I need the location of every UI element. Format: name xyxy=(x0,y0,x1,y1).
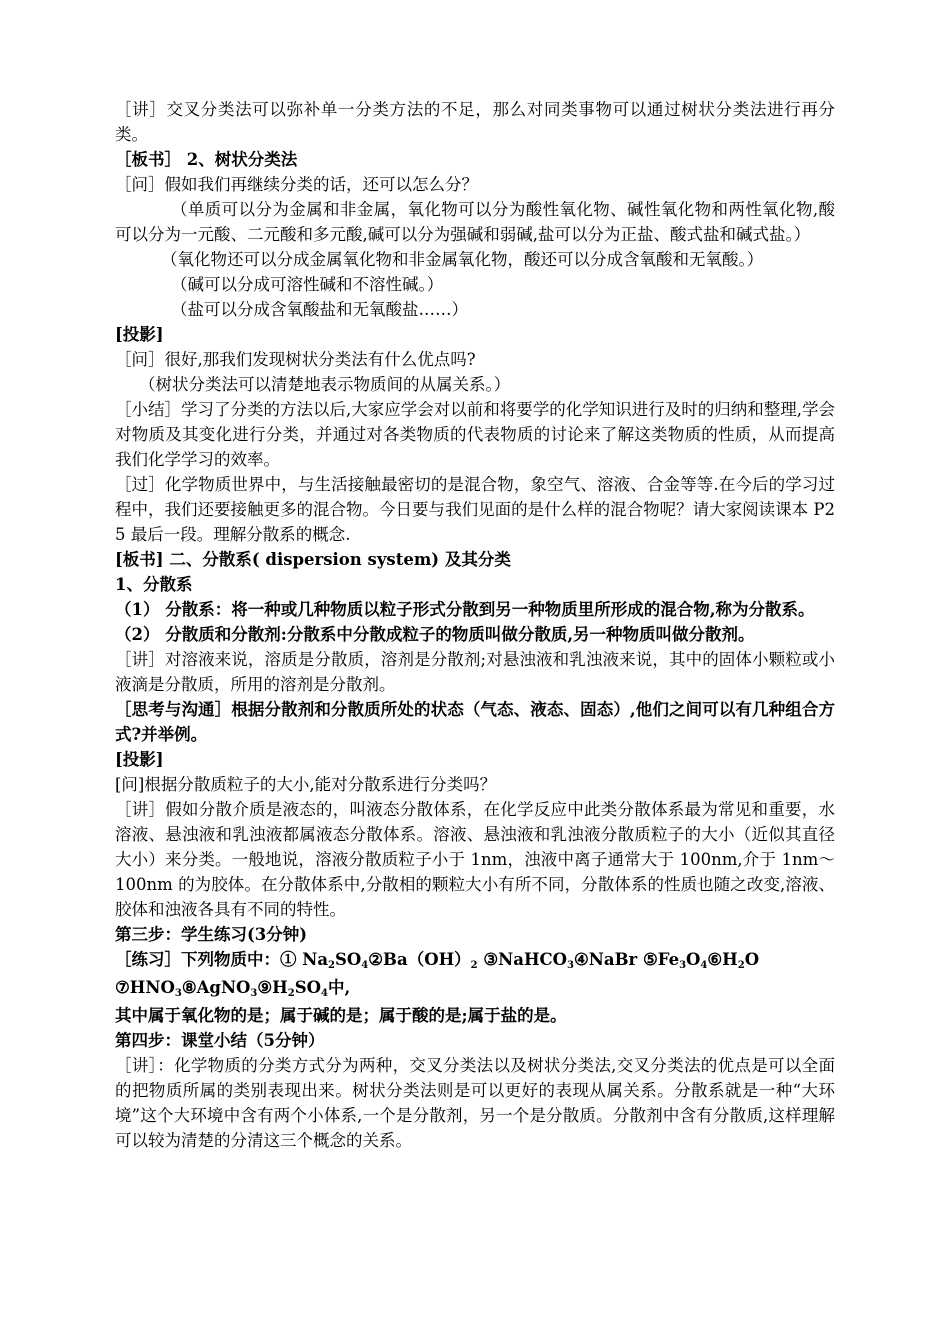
answer-4: （盐可以分成含氧酸盐和无氧酸盐……） xyxy=(171,300,468,319)
step-four-heading: 第四步：课堂小结（5分钟） xyxy=(115,1031,325,1050)
question-3: [问]根据分散质粒子的大小,能对分散系进行分类吗？ xyxy=(115,775,497,794)
question-1: ［问］假如我们再继续分类的话，还可以怎么分？ xyxy=(115,175,478,194)
document-page xyxy=(115,97,835,1153)
projection-label-1: [投影] xyxy=(115,325,164,344)
subheading-dispersion-system: 1、分散系 xyxy=(115,575,193,594)
board-heading-tree-classification: ［板书］ 2、树状分类法 xyxy=(115,150,298,169)
step-three-heading: 第三步：学生练习(3分钟) xyxy=(115,925,308,944)
paragraph-lecture-1: ［讲］交叉分类法可以弥补单一分类方法的不足，那么对同类事物可以通过树状分类法进行再分类。 xyxy=(115,100,835,144)
board-heading-dispersion-system: [板书] 二、分散系( dispersion system) 及其分类 xyxy=(115,550,511,569)
lecture-solution: ［讲］对溶液来说，溶质是分散质，溶剂是分散剂;对悬浊液和乳浊液来说，其中的固体小颗粒或小液滴是分散质，所用的溶剂是分散剂。 xyxy=(115,650,835,694)
exercise-line-2: ⑦HNO3⑧AgNO3⑨H2SO4中, xyxy=(115,978,351,999)
answer-1: （单质可以分为金属和非金属，氧化物可以分为酸性氧化物、碱性氧化物和两性氧化物,酸可以分为一元酸、二元酸和多元酸,碱可以分为强碱和弱碱,盐可以分为正盐、酸式盐和碱式盐。） xyxy=(115,200,835,244)
closing-lecture: ［讲］：化学物质的分类方式分为两种，交叉分类法以及树状分类法,交叉分类法的优点是可以全面的把物质所属的类别表现出来。树状分类法则是可以更好的表现从属关系。分散系就是一种“大环境”这个大环境中含有两个小体系,一个是分散剂，另一个是分散质。分散剂中含有分散质,这样理解可以较为清楚的分清这三个概念的关系。 xyxy=(115,1056,835,1150)
answer-3: （碱可以分成可溶性碱和不溶性碱。） xyxy=(171,275,444,294)
question-2: ［问］很好,那我们发现树状分类法有什么优点吗? xyxy=(115,350,476,369)
transition-paragraph: ［过］化学物质世界中，与生活接触最密切的是混合物，象空气、溶液、合金等等.在今后的学习过程中，我们还要接触更多的混合物。今日要与我们见面的是什么样的混合物呢？请大家阅读课本 P25 最后一段。理解分散系的概念. xyxy=(115,475,835,544)
answer-5: （树状分类法可以清楚地表示物质间的从属关系。） xyxy=(139,375,511,394)
definition-dispersion-system: （1） 分散系：将一种或几种物质以粒子形式分散到另一种物质里所形成的混合物,称为分散系。 xyxy=(115,600,815,619)
projection-label-2: [投影] xyxy=(115,750,164,769)
exercise-question: 其中属于氧化物的是；属于碱的是；属于酸的是;属于盐的是。 xyxy=(115,1006,567,1025)
lecture-liquid-dispersion: ［讲］假如分散介质是液态的，叫液态分散体系，在化学反应中此类分散体系最为常见和重要，水溶液、悬浊液和乳浊液都属液态分散体系。溶液、悬浊液和乳浊液分散质粒子的大小（近似其直径大小）来分类。一般地说，溶液分散质粒子小于 1nm，浊液中离子通常大于 100nm,介于 1nm～100nm 的为胶体。在分散体系中,分散相的颗粒大小有所不同，分散体系的性质也随之改变,溶液、胶体和浊液各具有不同的特性。 xyxy=(115,800,835,919)
definition-dispersate-dispersant: （2） 分散质和分散剂:分散系中分散成粒子的物质叫做分散质,另一种物质叫做分散剂。 xyxy=(115,625,755,644)
answer-2: （氧化物还可以分成金属氧化物和非金属氧化物，酸还可以分成含氧酸和无氧酸。） xyxy=(161,250,764,269)
exercise-line-1: ［练习］下列物质中：① Na2SO4②Ba（OH）2 ③NaHCO3④NaBr ⑤Fe3O4⑥H2O xyxy=(115,950,760,971)
summary-paragraph: ［小结］学习了分类的方法以后,大家应学会对以前和将要学的化学知识进行及时的归纳和整理,学会对物质及其变化进行分类，并通过对各类物质的代表物质的讨论来了解这类物质的性质，从而提高我们化学学习的效率。 xyxy=(115,400,835,469)
think-and-discuss: ［思考与沟通］根据分散剂和分散质所处的状态（气态、液态、固态）,他们之间可以有几种组合方式?并举例。 xyxy=(115,700,835,744)
